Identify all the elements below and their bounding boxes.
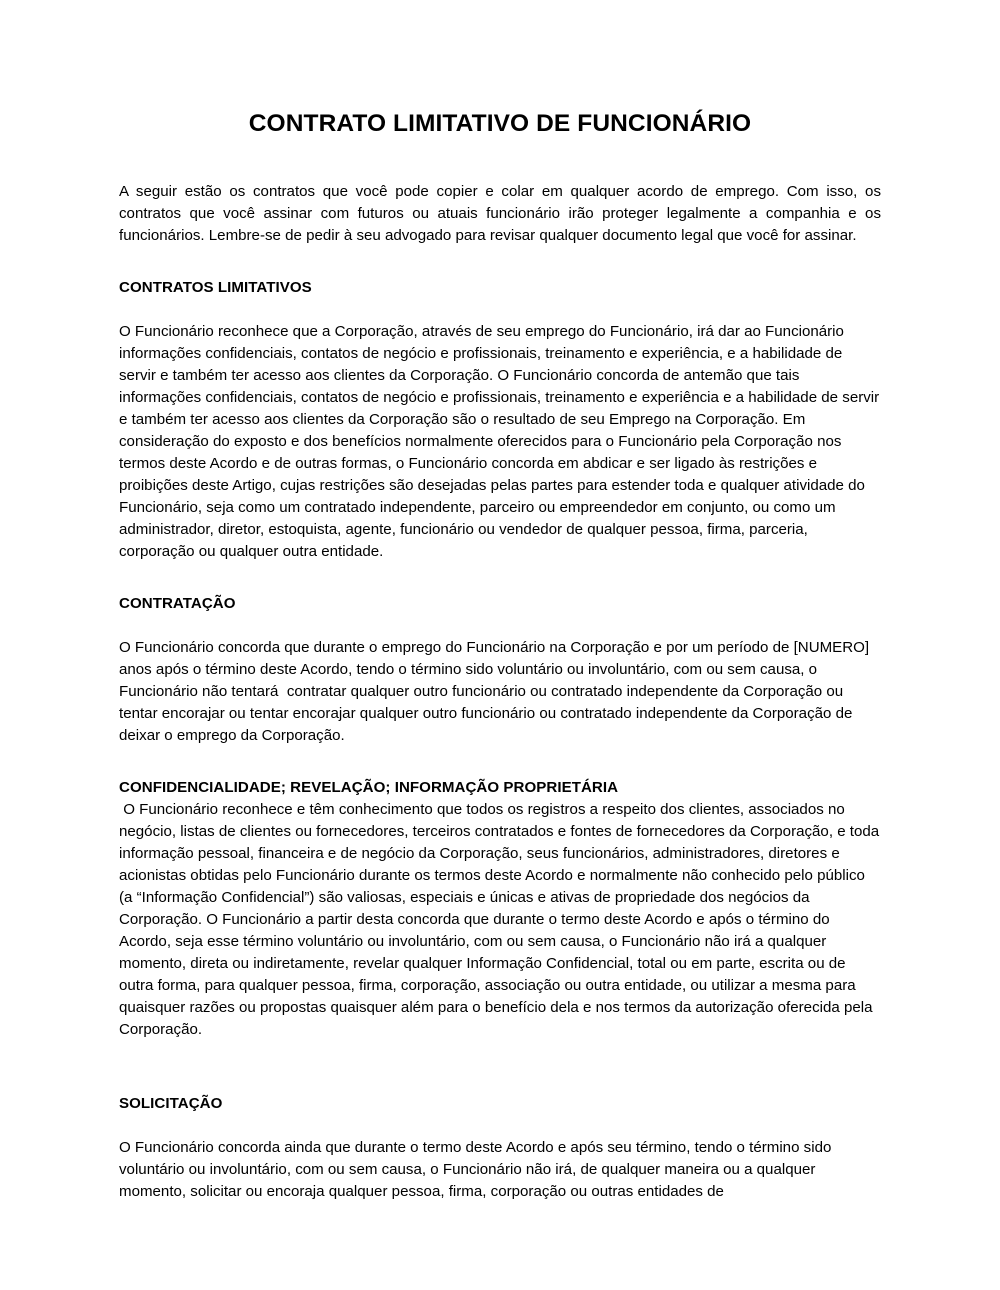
section-body-confidencialidade: O Funcionário reconhece e têm conhecimento que todos os registros a respeito dos clientes, associados no negócio, listas de clientes ou fornecedores, terceiros contratados e fontes de fornecedores da Corporação, e toda informação pessoal, financeira e de negócio da Corporação, seus funcionários, administradores, diretores e acionistas obtidas pelo Funcionário durante os termos deste Acordo e normalmente não conhecido pelo público (a “Informação Confidencial”) são valiosas, especiais e únicas e ativas de propriedade dos negócios da Corporação. O Funcionário a partir desta concorda que durante o termo deste Acordo e após o término do Acordo, seja esse término voluntário ou involuntário, com ou sem causa, o Funcionário não irá a qualquer momento, direta ou indiretamente, revelar qualquer Informação Confidencial, total ou em parte, escrita ou de outra forma, para qualquer pessoa, firma, corporação, associação ou outra entidade, ou utilizar a mesma para quaisquer razões ou propostas quaisquer além para o benefício dela e nos termos da autorização oferecida pela Corporação. [119,801,884,1039]
page-title: CONTRATO LIMITATIVO DE FUNCIONÁRIO [248,110,752,137]
section-contratos-limitativos [119,247,884,563]
section-heading-contratacao: CONTRATAÇÃO [119,595,236,613]
section-body-contratos-limitativos: O Funcionário reconhece que a Corporação, através de seu emprego do Funcionário, irá dar ao Funcionário informações confidenciais, contatos de negócio e profissionais, treinamento e experiência, e a habilidade de servir e também ter acesso aos clientes da Corporação. O Funcionário concorda de antemão que tais informações confidenciais, contatos de negócio e profissionais, treinamento e experiência e a habilidade de servir e também ter acesso aos clientes da Corporação são o resultado de seu Emprego na Corporação. Em consideração do exposto e dos benefícios normalmente oferecidos para o Funcionário pela Corporação nos termos deste Acordo e de outras formas, o Funcionário concorda em abdicar e ser ligado às restrições e proibições deste Artigo, cujas restrições são desejadas pelas partes para estender toda e qualquer atividade do Funcionário, seja como um contratado independente, parceiro ou empreendedor em conjunto, ou como um administrador, diretor, estoquista, agente, funcionário ou vendedor de qualquer pessoa, firma, parceria, corporação ou qualquer outra entidade. [119,323,884,561]
section-heading-solicitacao: SOLICITAÇÃO [119,1095,223,1113]
section-confidencialidade [119,747,884,1041]
document-content [119,0,884,1203]
section-contratacao [119,563,881,747]
section-body-solicitacao: O Funcionário concorda ainda que durante o termo deste Acordo e após seu término, tendo o término sido voluntário ou involuntário, com ou sem causa, o Funcionário não irá, de qualquer maneira ou a qualquer momento, solicitar ou encoraja qualquer pessoa, firma, corporação ou outras entidades de [119,1139,836,1201]
section-heading-confidencialidade: CONFIDENCIALIDADE; REVELAÇÃO; INFORMAÇÃO PROPRIETÁRIA [119,779,619,797]
section-heading-contratos-limitativos: CONTRATOS LIMITATIVOS [119,279,312,297]
section-body-contratacao: O Funcionário concorda que durante o emprego do Funcionário na Corporação e por um período de [NUMERO] anos após o término deste Acordo, tendo o término sido voluntário ou involuntário, com ou sem causa, o Funcionário não tentará contratar qualquer outro funcionário ou contratado independente da Corporação ou tentar encorajar ou tentar encorajar qualquer outro funcionário ou contratado independente da Corporação de deixar o emprego da Corporação. [119,639,874,745]
section-solicitacao [119,1041,881,1203]
intro-paragraph: A seguir estão os contratos que você pode copier e colar em qualquer acordo de emprego. Com isso, os contratos que você assinar com futuros ou atuais funcionário irão proteger legalmente a companhia e os funcionários. Lembre-se de pedir à seu advogado para revisar qualquer documento legal que você for assinar. [119,183,881,245]
